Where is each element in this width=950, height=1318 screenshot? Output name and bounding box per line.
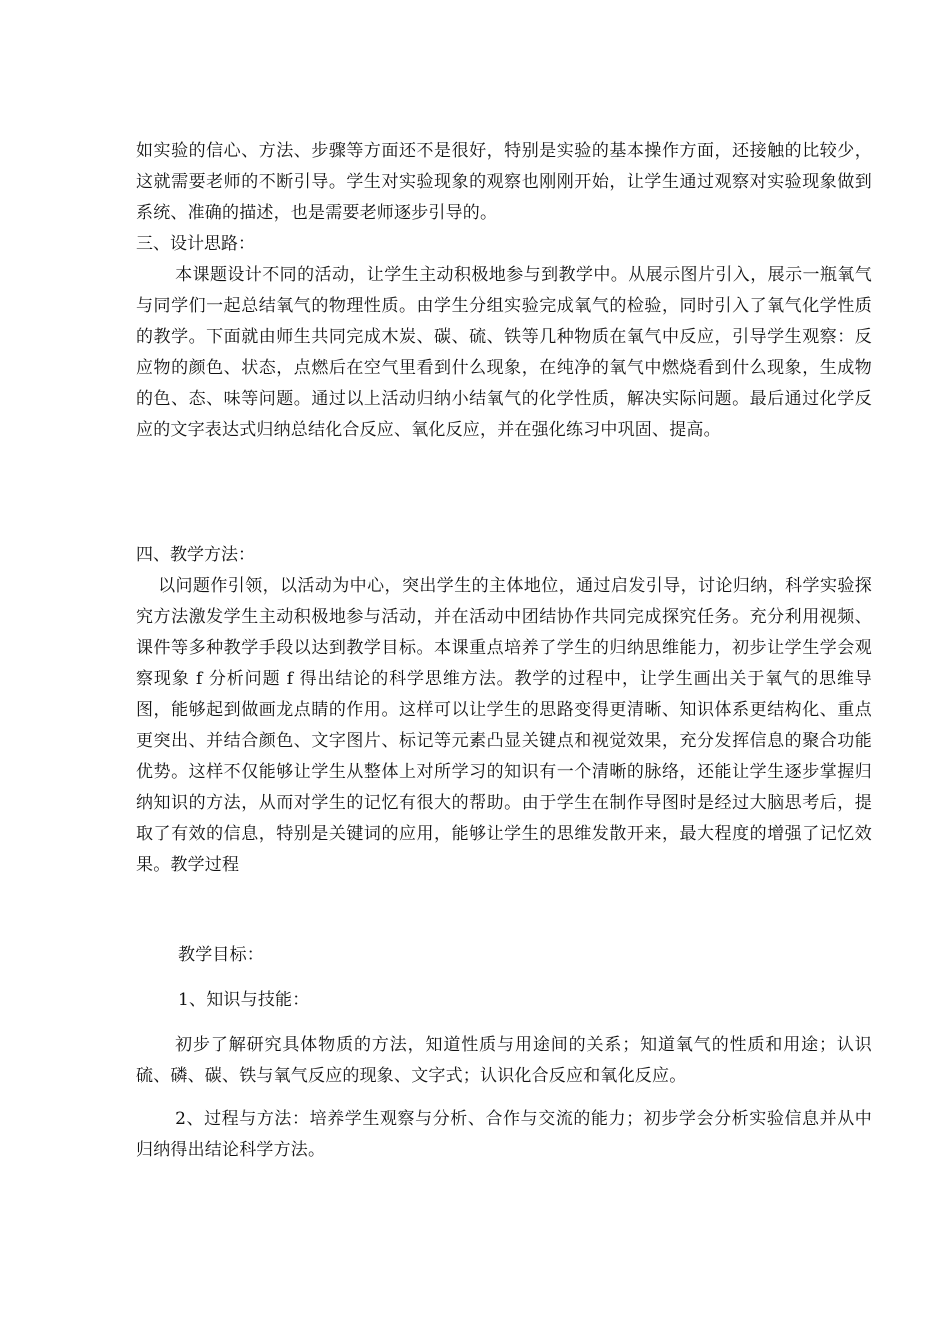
paragraph-method: 以问题作引领，以活动为中心，突出学生的主体地位，通过启发引导，讨论归纳，科学实验探究方法激发学生主动积极地参与活动，并在活动中团结协作共同完成探究任务。充分利用视频、课件等多种教学手段以达到教学目标。本课重点培养了学生的归纳思维能力，初步让学生学会观察现象 f 分析问题 f 得出结论的科学思维方法。教学的过程中，让学生画出关于氧气的思维导图，能够起到做画龙点睛的作用。这样可以让学生的思路变得更清晰、知识体系更结构化、重点更突出、并结合颜色、文字图片、标记等元素凸显关键点和视觉效果，充分发挥信息的聚合功能优势。这样不仅能够让学生从整体上对所学习的知识有一个清晰的脉络，还能让学生逐步掌握归纳知识的方法，从而对学生的记忆有很大的帮助。由于学生在制作导图时是经过大脑思考后，提取了有效的信息，特别是关键词的应用，能够让学生的思维发散开来，最大程度的增强了记忆效果。教学过程 — [136, 576, 872, 875]
knowledge-detail: 初步了解研究具体物质的方法，知道性质与用途间的关系；知道氧气的性质和用途；认识硫、磷、碳、铁与氧气反应的现象、文字式；认识化合反应和氧化反应。 — [136, 1035, 872, 1086]
process-method: 2、过程与方法：培养学生观察与分析、合作与交流的能力；初步学会分析实验信息并从中归纳得出结论科学方法。 — [136, 1109, 872, 1160]
section-heading-method: 四、教学方法： — [136, 545, 255, 565]
paragraph-continuation: 如实验的信心、方法、步骤等方面还不是很好，特别是实验的基本操作方面，还接触的比较少，这就需要老师的不断引导。学生对实验现象的观察也刚刚开始，让学生通过观察对实验现象做到系统、准确的描述，也是需要老师逐步引导的。 — [136, 141, 872, 223]
knowledge-title: 1、知识与技能： — [178, 990, 310, 1010]
objectives-title: 教学目标： — [178, 945, 264, 965]
section-heading-design: 三、设计思路： — [136, 234, 255, 254]
paragraph-design: 本课题设计不同的活动，让学生主动积极地参与到教学中。从展示图片引入，展示一瓶氧气与同学们一起总结氧气的物理性质。由学生分组实验完成氧气的检验，同时引入了氧气化学性质的教学。下面就由师生共同完成木炭、碳、硫、铁等几种物质在氧气中反应，引导学生观察：反应物的颜色、状态，点燃后在空气里看到什么现象，在纯净的氧气中燃烧看到什么现象，生成物的色、态、味等问题。通过以上活动归纳小结氧气的化学性质，解决实际问题。最后通过化学反应的文字表达式归纳总结化合反应、氧化反应，并在强化练习中巩固、提高。 — [136, 265, 872, 440]
